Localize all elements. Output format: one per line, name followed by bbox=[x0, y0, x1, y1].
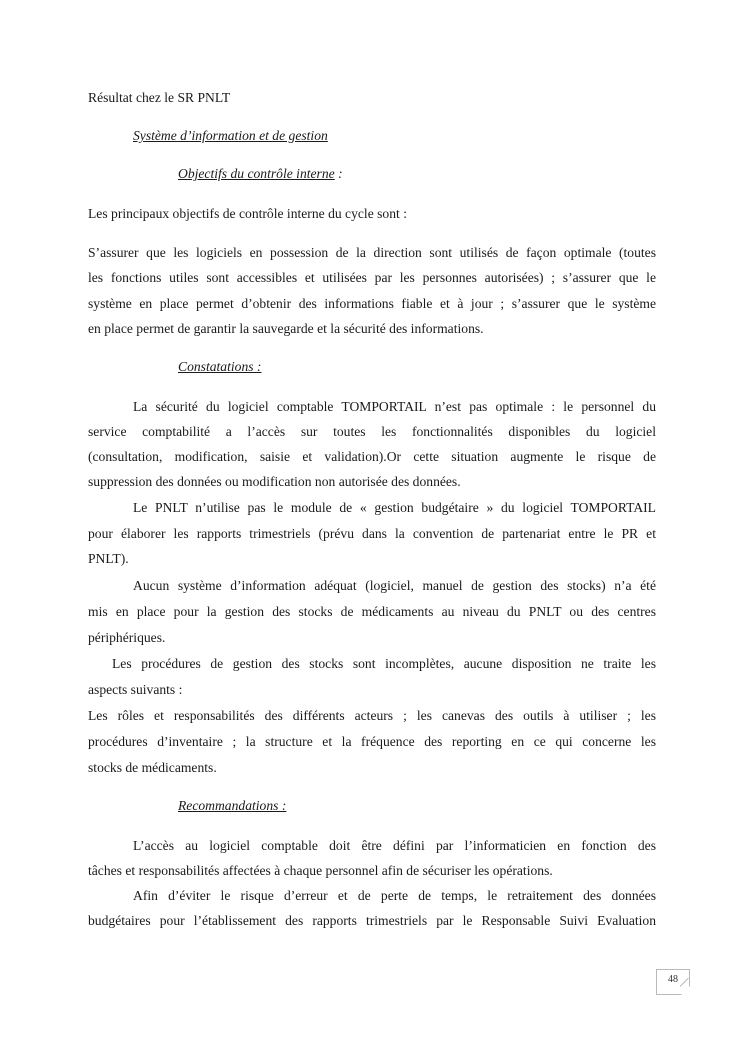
objectifs-intro: Les principaux objectifs de contrôle interne du cycle sont : bbox=[88, 206, 407, 221]
objectifs-heading bbox=[178, 165, 745, 183]
page-number: 48 bbox=[668, 974, 678, 985]
result-heading: Résultat chez le SR PNLT bbox=[88, 90, 231, 105]
objectifs-line: les fonctions utiles sont accessibles et utilisées par les personnes autorisées) ; s’assurer que le bbox=[88, 270, 656, 285]
constatations-line: La sécurité du logiciel comptable TOMPORTAIL n’est pas optimale : le personnel du bbox=[133, 399, 656, 414]
recommandations-title: Recommandations : bbox=[178, 798, 287, 813]
constatations-line: (consultation, modification, saisie et validation).Or cette situation augmente le risque de bbox=[88, 449, 656, 464]
objectifs-suffix: : bbox=[334, 166, 343, 181]
recommandations-line: tâches et responsabilités affectées à chaque personnel afin de sécuriser les opérations. bbox=[88, 863, 553, 878]
constatations-heading bbox=[178, 358, 745, 376]
constatations-line: stocks de médicaments. bbox=[88, 760, 217, 775]
recommandations-heading bbox=[178, 797, 745, 815]
section-title: Système d’information et de gestion bbox=[133, 128, 328, 143]
constatations-line: PNLT). bbox=[88, 551, 129, 566]
recommandations-line: Afin d’éviter le risque d’erreur et de perte de temps, le retraitement des données bbox=[133, 888, 656, 903]
constatations-line: procédures d’inventaire ; la structure et la fréquence des reporting en ce qui concerne les bbox=[88, 734, 656, 749]
constatations-line: Les procédures de gestion des stocks sont incomplètes, aucune disposition ne traite les bbox=[112, 656, 656, 671]
constatations-line: périphériques. bbox=[88, 630, 166, 645]
constatations-line: Aucun système d’information adéquat (logiciel, manuel de gestion des stocks) n’a été bbox=[133, 578, 656, 593]
constatations-line: service comptabilité a l’accès sur toutes les fonctionnalités disponibles du logiciel bbox=[88, 424, 656, 439]
constatations-line: Le PNLT n’utilise pas le module de « gestion budgétaire » du logiciel TOMPORTAIL bbox=[133, 500, 656, 515]
objectifs-line: en place permet de garantir la sauvegarde et la sécurité des informations. bbox=[88, 321, 484, 336]
constatations-line: pour élaborer les rapports trimestriels (prévu dans la convention de partenariat entre le PR et bbox=[88, 526, 656, 541]
constatations-line: mis en place pour la gestion des stocks de médicaments au niveau du PNLT ou des centres bbox=[88, 604, 656, 619]
objectifs-title: Objectifs du contrôle interne bbox=[178, 166, 335, 181]
objectifs-line: S’assurer que les logiciels en possession de la direction sont utilisés de façon optimale (toutes bbox=[88, 245, 656, 260]
constatations-line: Les rôles et responsabilités des différents acteurs ; les canevas des outils à utiliser ; les bbox=[88, 708, 656, 723]
constatations-line: aspects suivants : bbox=[88, 682, 183, 697]
recommandations-line: L’accès au logiciel comptable doit être défini par l’informaticien en fonction des bbox=[133, 838, 656, 853]
objectifs-line: système en place permet d’obtenir des informations fiable et à jour ; s’assurer que le système bbox=[88, 296, 656, 311]
recommandations-line: budgétaires pour l’établissement des rapports trimestriels par le Responsable Suivi Evaluation bbox=[88, 913, 656, 928]
constatations-title: Constatations : bbox=[178, 359, 262, 374]
constatations-line: suppression des données ou modification non autorisée des données. bbox=[88, 474, 461, 489]
